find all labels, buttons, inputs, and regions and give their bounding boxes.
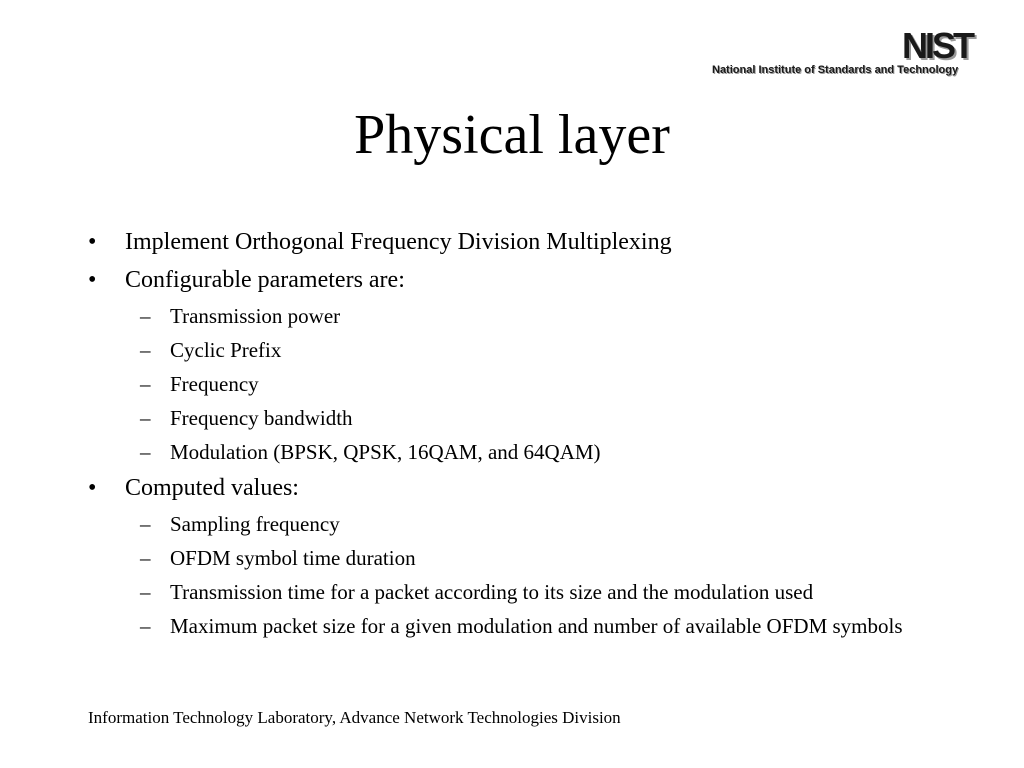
sub-bullet-text: Modulation (BPSK, QPSK, 16QAM, and 64QAM) bbox=[170, 440, 601, 464]
bullet-marker: • bbox=[88, 229, 97, 255]
bullet-item bbox=[88, 264, 918, 296]
sub-bullet-text: Transmission time for a packet according to its size and the modulation used bbox=[170, 580, 814, 604]
sub-bullet-item bbox=[88, 511, 918, 538]
sub-bullet-item bbox=[88, 371, 918, 398]
sub-bullet-text: Sampling frequency bbox=[170, 512, 340, 536]
bullet-marker: • bbox=[88, 475, 97, 501]
sub-bullet-text: Maximum packet size for a given modulation and number of available OFDM symbols bbox=[170, 614, 903, 638]
sub-bullet-marker: – bbox=[140, 338, 151, 362]
sub-bullet-item bbox=[88, 579, 918, 606]
sub-bullet-item bbox=[88, 303, 918, 330]
bullet-text: Implement Orthogonal Frequency Division Multiplexing bbox=[125, 229, 672, 255]
sub-bullet-text: Cyclic Prefix bbox=[170, 338, 282, 362]
bullet-item bbox=[88, 226, 918, 258]
sub-bullet-text: Transmission power bbox=[170, 304, 341, 328]
bullet-text: Configurable parameters are: bbox=[125, 267, 405, 293]
sub-bullet-item bbox=[88, 545, 918, 572]
sub-bullet-marker: – bbox=[140, 546, 151, 570]
sub-bullet-item bbox=[88, 613, 918, 640]
sub-bullet-item bbox=[88, 337, 918, 364]
nist-logo-tagline: National Institute of Standards and Technology bbox=[712, 64, 959, 76]
sub-bullet-marker: – bbox=[140, 372, 151, 396]
sub-bullet-marker: – bbox=[140, 440, 151, 464]
sub-bullet-text: Frequency bbox=[170, 372, 259, 396]
sub-bullet-marker: – bbox=[140, 304, 151, 328]
sub-bullet-marker: – bbox=[140, 580, 151, 604]
bullet-marker: • bbox=[88, 267, 97, 293]
sub-bullet-item bbox=[88, 439, 918, 466]
bullet-item bbox=[88, 472, 918, 504]
slide-content bbox=[88, 226, 918, 640]
bullet-text: Computed values: bbox=[125, 475, 299, 501]
nist-logo-mark: NIST bbox=[901, 25, 972, 66]
sub-bullet-text: Frequency bandwidth bbox=[170, 406, 353, 430]
sub-bullet-marker: – bbox=[140, 512, 151, 536]
nist-logo bbox=[708, 25, 998, 80]
sub-bullet-text: OFDM symbol time duration bbox=[170, 546, 416, 570]
slide-title: Physical layer bbox=[354, 104, 670, 166]
sub-bullet-marker: – bbox=[140, 406, 151, 430]
sub-bullet-item bbox=[88, 405, 918, 432]
sub-bullet-marker: – bbox=[140, 614, 151, 638]
slide-footer: Information Technology Laboratory, Advance Network Technologies Division bbox=[88, 708, 621, 727]
